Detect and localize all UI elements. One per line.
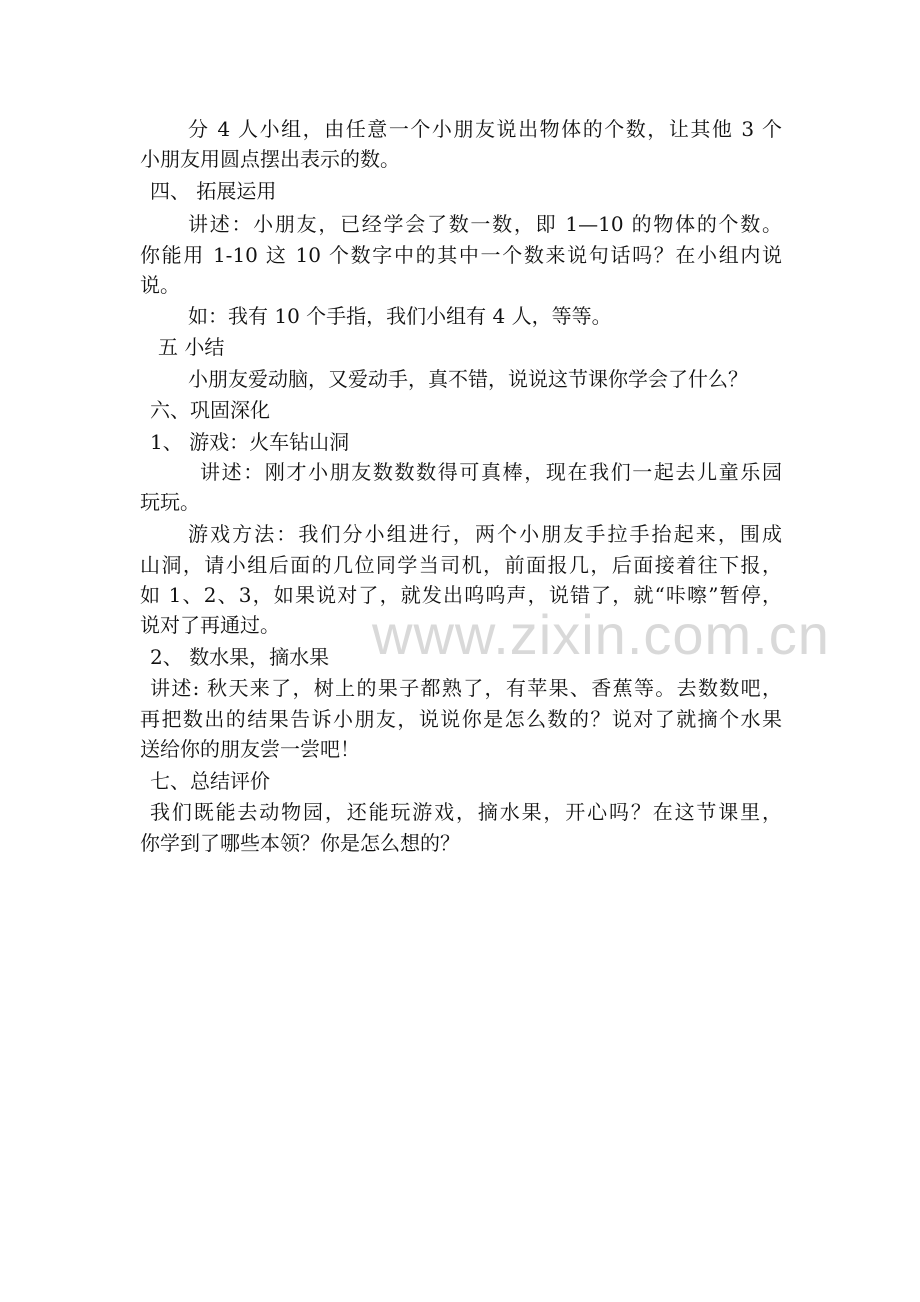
paragraph-line: 你学到了哪些本领？你是怎么想的？ <box>140 831 460 855</box>
paragraph-line: 小朋友用圆点摆出表示的数。 <box>140 147 400 171</box>
paragraph-line: 小朋友爱动脑，又爱动手，真不错，说说这节课你学会了什么？ <box>188 367 748 391</box>
paragraph-line: 讲述：刚才小朋友数数数得可真棒，现在我们一起去儿童乐园 <box>200 460 782 484</box>
paragraph-line: 玩玩。 <box>140 490 200 514</box>
paragraph-line: 我们既能去动物园，还能玩游戏，摘水果，开心吗？在这节课里， <box>150 800 782 824</box>
paragraph-line: 说。 <box>140 273 180 297</box>
paragraph-line: 分 4 人小组，由任意一个小朋友说出物体的个数，让其他 3 个 <box>188 117 782 141</box>
section-heading: 七、总结评价 <box>150 769 270 793</box>
subsection-heading: 1、 游戏：火车钻山洞 <box>150 430 350 454</box>
subsection-heading: 2、 数水果，摘水果 <box>150 645 330 669</box>
section-heading: 五 小结 <box>158 335 225 359</box>
paragraph-line: 讲述：小朋友，已经学会了数一数，即 1—10 的物体的个数。 <box>188 212 782 236</box>
paragraph-line: 你能用 1-10 这 10 个数字中的其中一个数来说句话吗？在小组内说 <box>140 243 782 267</box>
paragraph-line: 讲述: 秋天来了，树上的果子都熟了，有苹果、香蕉等。去数数吧， <box>150 676 782 700</box>
section-heading: 四、 拓展运用 <box>150 179 277 203</box>
paragraph-line: 山洞，请小组后面的几位同学当司机，前面报几，后面接着往下报， <box>140 553 782 577</box>
section-heading: 六、巩固深化 <box>150 398 270 422</box>
paragraph-line: 如：我有 10 个手指，我们小组有 4 人，等等。 <box>188 304 612 328</box>
paragraph-line: 游戏方法：我们分小组进行，两个小朋友手拉手抬起来，围成 <box>188 522 782 546</box>
paragraph-line: 如 1、2、3，如果说对了，就发出呜呜声，说错了，就“咔嚓”暂停， <box>140 583 782 607</box>
paragraph-line: 送给你的朋友尝一尝吧！ <box>140 737 360 761</box>
watermark: www.zixin.com.cn <box>372 603 830 666</box>
paragraph-line: 说对了再通过。 <box>140 613 280 637</box>
paragraph-line: 再把数出的结果告诉小朋友，说说你是怎么数的？说对了就摘个水果 <box>140 707 782 731</box>
